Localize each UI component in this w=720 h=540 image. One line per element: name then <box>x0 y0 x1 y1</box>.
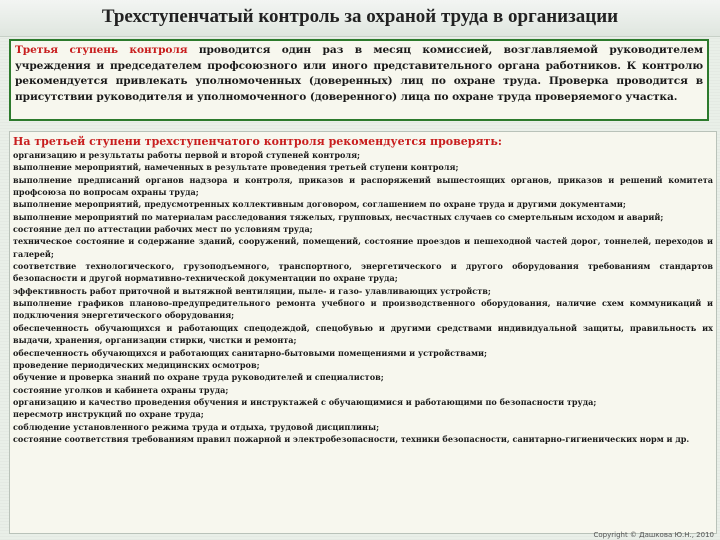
list-item: техническое состояние и содержание зданий, сооружений, помещений, состояние проездов и пешеходной частей дорог, тоннелей, переходов и галерей; <box>13 236 713 259</box>
list-item: выполнение предписаний органов надзора и контроля, приказов и распоряжений вышестоящих органов, приказов и решений комитета профсоюза по вопросам охраны труда; <box>13 174 713 198</box>
list-item: эффективность работ приточной и вытяжной вентиляции, пыле- и газо- улавливающих устройств; <box>13 285 491 296</box>
list-item: обеспеченность обучающихся и работающих спецодеждой, спецобувью и другими средствами индивидуальной защиты, правильность их выдачи, хранения, организации стирки, чистки и ремонта; <box>13 322 713 346</box>
header-bar <box>0 0 720 37</box>
checklist-box <box>9 131 717 534</box>
list-item: состояние соответствия требованиям правил пожарной и электробезопасности, техники безопасности, санитарно-гигиенических норм и др. <box>13 433 690 444</box>
list-item: выполнение мероприятий, предусмотренных коллективным договором, соглашением по охране труда и другими документами; <box>13 199 626 210</box>
list-item: обеспеченность обучающихся и работающих санитарно-бытовыми помещениями и устройствами; <box>13 347 487 358</box>
list-item: организацию и качество проведения обучения и инструктажей с обучающимися и работающими по безопасности труда; <box>13 396 597 407</box>
copyright-footer: Copyright © Дашкова Ю.Н., 2010 <box>593 531 714 539</box>
list-item: соблюдение установленного режима труда и отдыха, трудовой дисциплины; <box>13 421 380 432</box>
list-item: состояние уголков и кабинета охраны труда; <box>13 384 229 395</box>
checklist-heading: На третьей ступени трехступенчатого контроля рекомендуется проверять: <box>13 135 502 148</box>
list-item: пересмотр инструкций по охране труда; <box>13 409 204 420</box>
list-item: организацию и результаты работы первой и второй ступеней контроля; <box>13 150 361 160</box>
list-item: выполнение графиков планово-предупредительного ремонта учебного и производственного оборудования, наличие схем коммуникаций и подключения энергетического оборудования; <box>13 298 713 321</box>
list-item: состояние дел по аттестации рабочих мест по условиям труда; <box>13 224 313 235</box>
intro-text: проводится один раз в месяц комиссией, возглавляемой руководителем учреждения и председателем профсоюзного или иного представительного органа работников. К контролю рекомендуется привлекать уполномоченных (доверенных) лиц по охране труда. Проверка проводится в присутствии руководителя и уполномоченного (доверенного) лица по охране труда проверяемого участка. <box>15 44 703 103</box>
list-item: выполнение мероприятий, намеченных в результате проведения третьей ступени контроля; <box>13 162 459 173</box>
list-item: обучение и проверка знаний по охране труда руководителей и специалистов; <box>13 372 384 383</box>
checklist-items <box>13 149 713 445</box>
list-item: проведение периодических медицинских осмотров; <box>13 359 260 370</box>
intro-box <box>9 39 709 121</box>
intro-highlight: Третья ступень контроля <box>15 44 188 56</box>
page-title: Трехступенчатый контроль за охраной труда в организации <box>101 6 619 27</box>
list-item: выполнение мероприятий по материалам расследования тяжелых, групповых, несчастных случаев со смертельным исходом и аварий; <box>13 211 664 222</box>
list-item: соответствие технологического, грузоподъемного, транспортного, энергетического и другого оборудования требованиям стандартов безопасности и другой нормативно-технической документации по охране труда; <box>13 261 713 284</box>
